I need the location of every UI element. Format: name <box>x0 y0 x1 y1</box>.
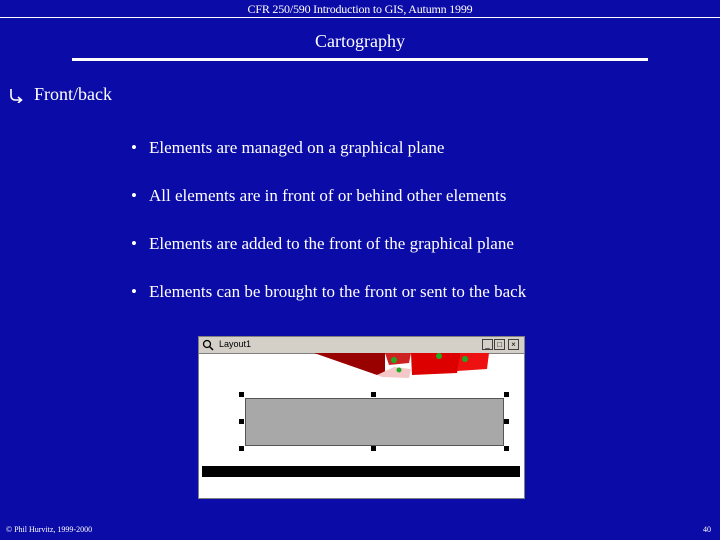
selection-handle[interactable] <box>371 392 376 397</box>
window-titlebar[interactable] <box>199 337 524 354</box>
bullet-dot-icon: • <box>131 186 137 205</box>
selection-handle[interactable] <box>504 446 509 451</box>
bullet-list <box>131 137 526 329</box>
minimize-button[interactable]: _ <box>482 339 493 350</box>
bullet-item <box>131 137 526 185</box>
bullet-text: All elements are in front of or behind other elements <box>149 186 507 205</box>
map-polygon-red-left[interactable] <box>385 353 411 365</box>
section-label: Front/back <box>34 84 112 104</box>
selection-handle[interactable] <box>239 419 244 424</box>
title-rule <box>72 58 648 61</box>
maximize-button[interactable]: □ <box>494 339 505 350</box>
course-header: CFR 250/590 Introduction to GIS, Autumn 1999 <box>247 2 473 16</box>
map-point-green[interactable] <box>391 357 397 363</box>
selection-handle[interactable] <box>239 392 244 397</box>
bullet-item <box>131 185 526 233</box>
page-number: 40 <box>703 525 711 534</box>
window-title: Layout1 <box>219 339 252 349</box>
map-layer[interactable] <box>199 353 524 383</box>
bullet-item <box>131 281 526 329</box>
section-heading <box>8 84 112 105</box>
magnifier-icon <box>202 339 214 351</box>
copyright-footer: © Phil Hurvitz, 1999-2000 <box>6 525 93 534</box>
layout-window[interactable] <box>198 336 525 499</box>
slide-title: Cartography <box>315 31 405 51</box>
map-point-green[interactable] <box>397 368 402 373</box>
bullet-item <box>131 233 526 281</box>
selection-handle[interactable] <box>504 419 509 424</box>
bullet-dot-icon: • <box>131 282 137 301</box>
bullet-dot-icon: • <box>131 234 137 253</box>
close-button[interactable]: × <box>508 339 519 350</box>
map-polygon-red-right[interactable] <box>457 353 489 371</box>
black-bar-graphic[interactable] <box>202 466 520 477</box>
map-point-green[interactable] <box>436 353 442 359</box>
selection-handle[interactable] <box>371 446 376 451</box>
selection-handle[interactable] <box>504 392 509 397</box>
selection-handle[interactable] <box>239 446 244 451</box>
header-divider <box>0 17 720 18</box>
map-polygon-red-mid[interactable] <box>411 353 461 375</box>
bullet-dot-icon: • <box>131 138 137 157</box>
curved-arrow-icon <box>8 87 24 103</box>
bullet-text: Elements are managed on a graphical plane <box>149 138 445 157</box>
map-point-green[interactable] <box>462 356 468 362</box>
bullet-text: Elements can be brought to the front or sent to the back <box>149 282 527 301</box>
bullet-text: Elements are added to the front of the graphical plane <box>149 234 514 253</box>
map-polygon-darkred[interactable] <box>314 353 385 375</box>
selected-rectangle[interactable] <box>245 398 504 446</box>
